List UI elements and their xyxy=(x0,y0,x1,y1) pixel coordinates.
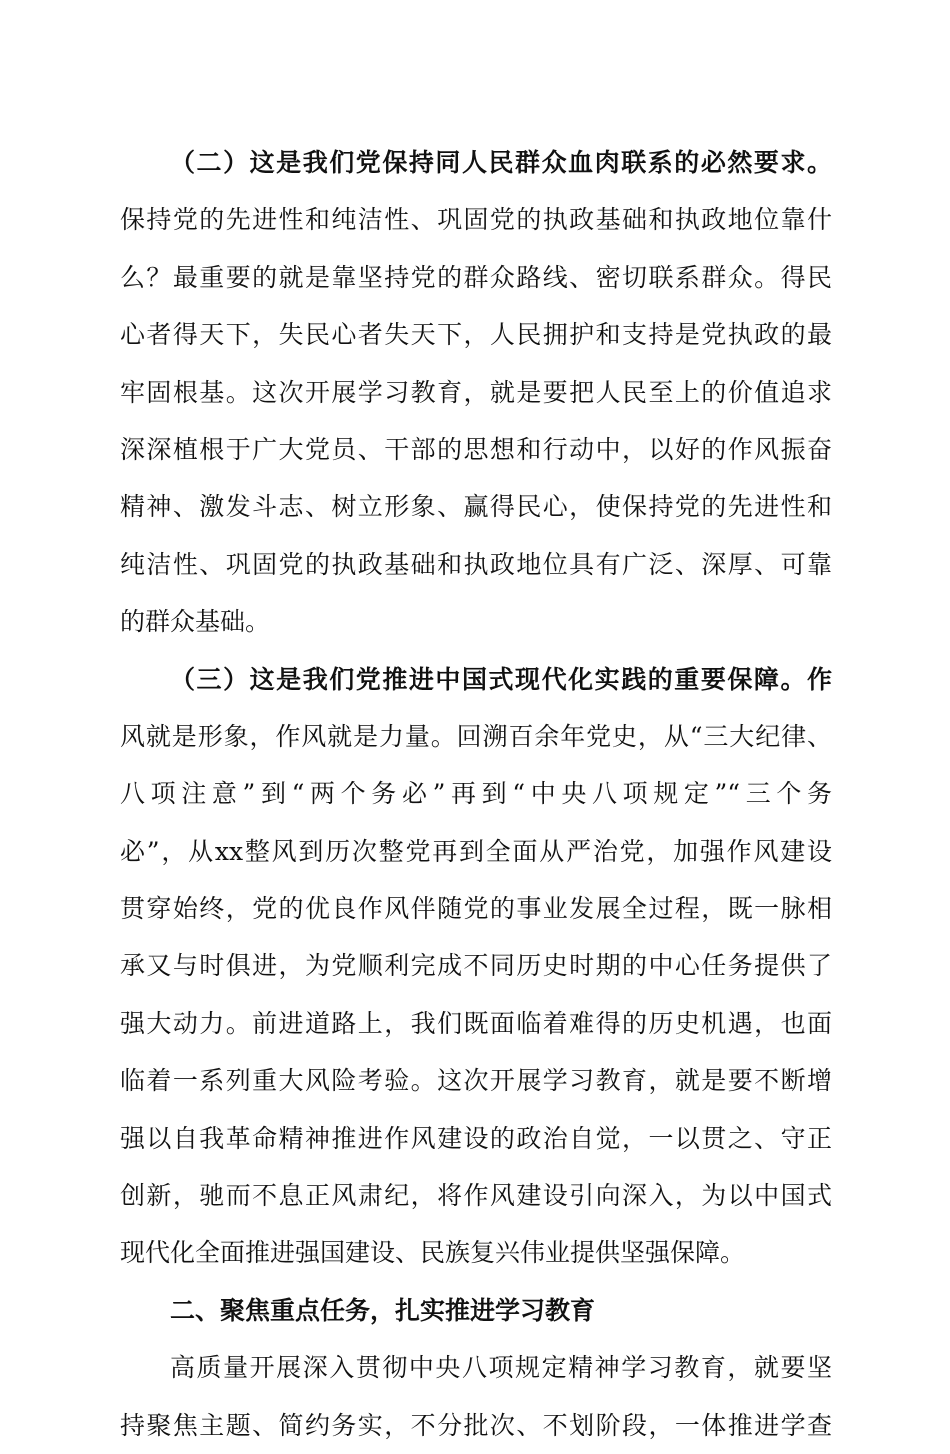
paragraph-four xyxy=(120,1339,832,1454)
section-heading: 二、聚焦重点任务，扎实推进学习教育 xyxy=(170,1295,596,1325)
text-line: 风就是形象，作风就是力量。回溯百余年党史，从“三大纪律、 xyxy=(120,721,832,751)
text-line: 承又与时俱进，为党顺利完成不同历史时期的中心任务提供了 xyxy=(120,951,832,981)
text-line: 贯穿始终，党的优良作风伴随党的事业发展全过程，既一脉相 xyxy=(120,894,832,924)
text-line: 临着一系列重大风险考验。这次开展学习教育，就是要不断增 xyxy=(120,1066,832,1096)
text-line: 深深植根于广大党员、干部的思想和行动中，以好的作风振奋 xyxy=(120,434,832,464)
text-line: 保持党的先进性和纯洁性、巩固党的执政基础和执政地位靠什 xyxy=(120,205,832,235)
text-line: 纯洁性、巩固党的执政基础和执政地位具有广泛、深厚、可靠 xyxy=(120,549,832,579)
text-line: 精神、激发斗志、树立形象、赢得民心，使保持党的先进性和 xyxy=(120,492,832,522)
text-line: 现代化全面推进强国建设、民族复兴伟业提供坚强保障。 xyxy=(120,1238,746,1268)
text-line: 心者得天下，失民心者失天下，人民拥护和支持是党执政的最 xyxy=(120,320,832,350)
paragraph-two xyxy=(120,134,832,651)
document-body xyxy=(120,134,832,1454)
text-line: 必”，从xx整风到历次整党再到全面从严治党，加强作风建设 xyxy=(120,836,832,866)
text-line: 强大动力。前进道路上，我们既面临着难得的历史机遇，也面 xyxy=(120,1008,832,1038)
text-line: 强以自我革命精神推进作风建设的政治自觉，一以贯之、守正 xyxy=(120,1123,832,1153)
text-line: 么？最重要的就是靠坚持党的群众路线、密切联系群众。得民 xyxy=(120,262,832,292)
text-line: 持聚焦主题、简约务实，不分批次、不划阶段，一体推进学查 xyxy=(120,1410,832,1440)
text-line: 创新，驰而不息正风肃纪，将作风建设引向深入，为以中国式 xyxy=(120,1181,832,1211)
text-line: （三）这是我们党推进中国式现代化实践的重要保障。作 xyxy=(170,664,832,694)
text-line: （二）这是我们党保持同人民群众血肉联系的必然要求。 xyxy=(170,148,832,177)
paragraph-three xyxy=(120,651,832,1282)
text-line: 高质量开展深入贯彻中央八项规定精神学习教育，就要坚 xyxy=(170,1353,832,1383)
text-line: 的群众基础。 xyxy=(120,607,271,637)
text-line: 牢固根基。这次开展学习教育，就是要把人民至上的价值追求 xyxy=(120,377,832,407)
text-line: 八项注意”到“两个务必”再到“中央八项规定”“三个务 xyxy=(120,779,832,809)
